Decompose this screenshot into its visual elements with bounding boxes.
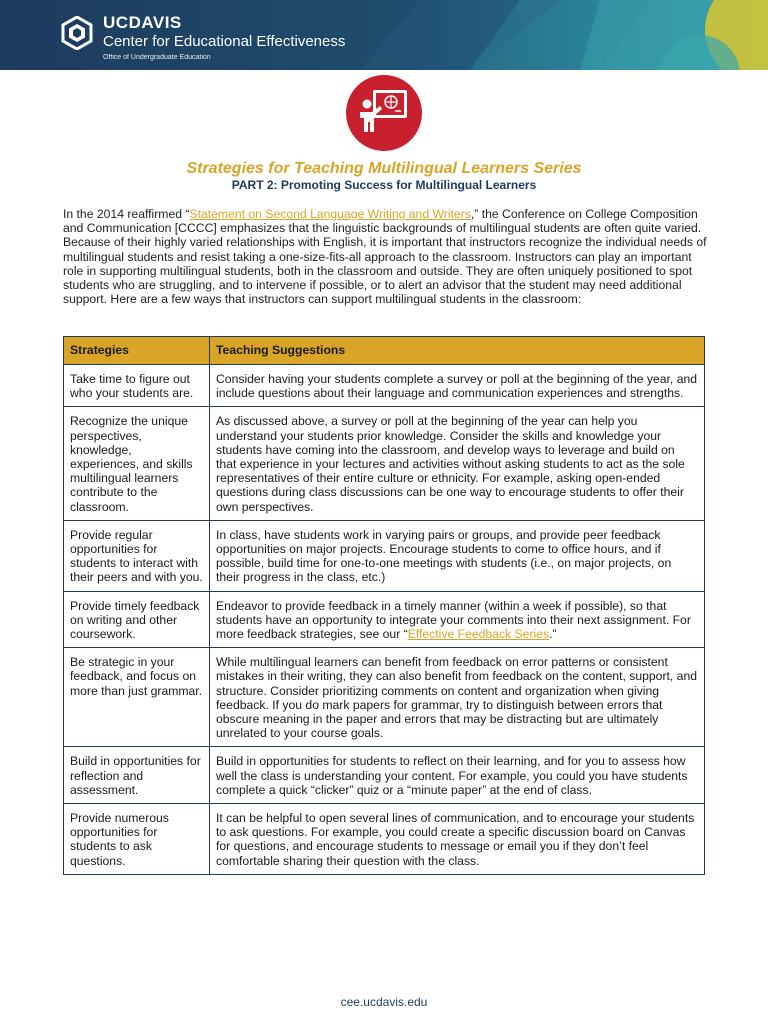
brand-ucdavis: UCDAVIS	[103, 13, 182, 32]
suggestion-cell: As discussed above, a survey or poll at the beginning of the year can help you understand your students prior knowledge. Consider the skills and knowledge your students have coming into the classroom, and develop ways to leverage and build on that experience in your lectures and activities without asking students to act as the sole representatives of their entire culture or ethnicity. For example, asking open-ended questions during class discussions can be one way to encourage students to offer their own perspectives.	[210, 407, 705, 520]
center-name: Center for Educational Effectiveness	[103, 33, 346, 50]
table-row	[64, 365, 705, 407]
ucdavis-logo-icon	[60, 16, 94, 50]
table-header-row	[64, 337, 705, 365]
header-teaching-suggestions: Teaching Suggestions	[210, 337, 705, 365]
teacher-presentation-icon	[345, 74, 423, 152]
strategy-cell: Recognize the unique perspectives, knowledge, experiences, and skills multilingual learners contribute to the classroom.	[64, 407, 210, 520]
header-banner	[0, 0, 768, 70]
document-subtitle: PART 2: Promoting Success for Multilingual Learners	[231, 178, 537, 192]
effective-feedback-link[interactable]: Effective Feedback Series	[407, 627, 550, 642]
strategy-cell: Be strategic in your feedback, and focus on more than just grammar.	[64, 648, 210, 747]
brand-block	[103, 14, 345, 62]
office-name: Office of Undergraduate Education	[103, 54, 211, 61]
table-row	[64, 648, 705, 747]
table-row	[64, 747, 705, 804]
strategy-cell: Build in opportunities for reflection and assessment.	[64, 747, 210, 804]
suggestion-cell: Consider having your students complete a survey or poll at the beginning of the year, and include questions about their language and communication experiences and strengths.	[210, 365, 705, 407]
cccc-statement-link[interactable]: Statement on Second Language Writing and Writers	[189, 207, 471, 221]
table-row	[64, 804, 705, 875]
intro-paragraph: In the 2014 reaffirmed “Statement on Second Language Writing and Writers,” the Conference on College Composition and Communication [CCCC] emphasizes that the linguistic backgrounds of multilingual students are often quite varied. Because of their highly varied relationships with English, it is important that instructors recognize the individual needs of multilingual students and resist taking a one-size-fits-all approach to the classroom. Instructors can play an important role in supporting multilingual students, both in the classroom and outside. They are often uniquely positioned to spot students who are struggling, and to intervene if possible, or to alert an advisor that the student may need additional support. Here are a few ways that instructors can support multilingual students in the classroom:	[63, 207, 707, 307]
header-strategies: Strategies	[64, 337, 210, 365]
suggestion-cell: In class, have students work in varying pairs or groups, and provide peer feedback opportunities on major projects. Encourage students to come to office hours, and if possible, build time for one-to-one meetings with students (i.e., on major projects, on their progress in the class, etc.)	[210, 520, 705, 591]
table-row	[64, 407, 705, 520]
strategies-table	[63, 336, 705, 875]
suggestion-cell: While multilingual learners can benefit from feedback on error patterns or consistent mistakes in their writing, they can also benefit from feedback on the content, support, and structure. Consider prioritizing comments on content and organization when giving feedback. If you do mark papers for grammar, try to distinguish between errors that obscure meaning in the paper and errors that may be distracting but are ultimately unrelated to your course goals.	[210, 648, 705, 747]
strategy-cell: Provide numerous opportunities for students to ask questions.	[64, 804, 210, 875]
document-title: Strategies for Teaching Multilingual Learners Series	[186, 160, 582, 177]
strategy-cell: Take time to figure out who your students are.	[64, 365, 210, 407]
suggestion-cell: It can be helpful to open several lines of communication, and to encourage your students to ask questions. For example, you could create a specific discussion board on Canvas for questions, and encourage students to message or email you if they don’t feel comfortable sharing their question with the class.	[210, 804, 705, 875]
strategy-cell: Provide timely feedback on writing and other coursework.	[64, 591, 210, 648]
footer-url[interactable]: cee.ucdavis.edu	[340, 995, 428, 1009]
table-row	[64, 591, 705, 648]
strategy-cell: Provide regular opportunities for students to interact with their peers and with you.	[64, 520, 210, 591]
table-row	[64, 520, 705, 591]
suggestion-cell: Endeavor to provide feedback in a timely manner (within a week if possible), so that students have an opportunity to integrate your comments into their next assignment. For more feedback strategies, see our “Effective Feedback Series.”	[210, 591, 705, 648]
suggestion-cell: Build in opportunities for students to reflect on their learning, and for you to assess how well the class is understanding your content. For example, you could you have students complete a quick “clicker” quiz or a “minute paper” at the end of class.	[210, 747, 705, 804]
